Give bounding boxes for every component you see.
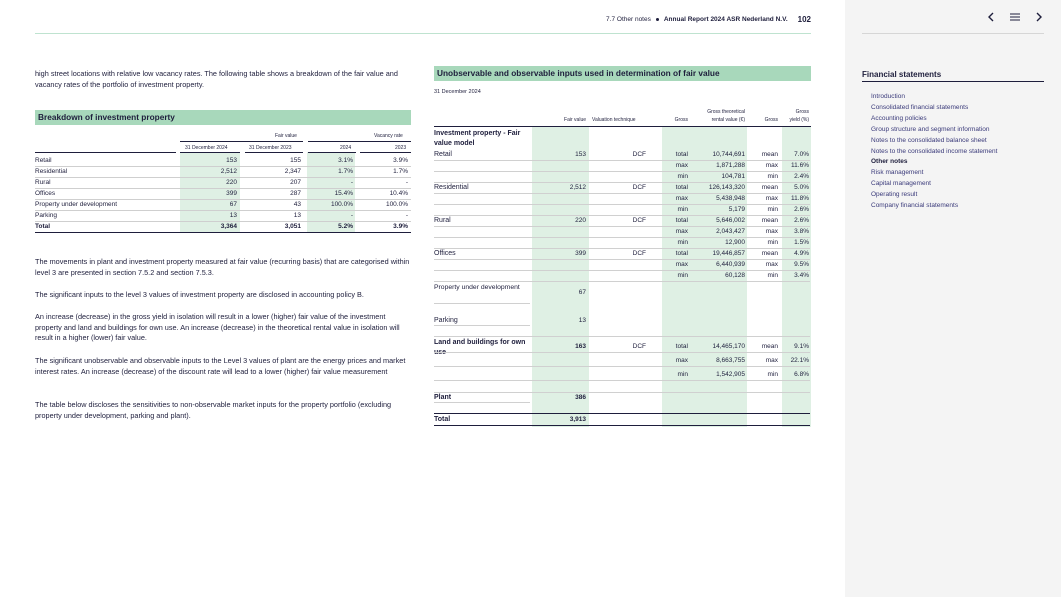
row-divider bbox=[434, 366, 810, 367]
stat-key-cell: max bbox=[675, 195, 688, 202]
rental-value-cell: 5,646,002 bbox=[716, 217, 745, 224]
header-rental-2: rental value (€) bbox=[711, 117, 745, 123]
rental-value-cell: 19,446,857 bbox=[712, 250, 745, 257]
yield-value-cell: 22.1% bbox=[790, 357, 809, 364]
fair-value-cell: 399 bbox=[575, 250, 586, 257]
table-row: Offices 399 287 15.4% 10.4% bbox=[35, 189, 411, 200]
header-fair-value: Fair value bbox=[275, 133, 297, 139]
sidebar-item-accounting[interactable]: Accounting policies bbox=[871, 114, 927, 122]
page-header bbox=[35, 12, 811, 34]
stat-key-cell: total bbox=[675, 184, 688, 191]
stat-key-cell: max bbox=[675, 162, 688, 169]
header-fair-value: Fair value bbox=[564, 117, 586, 123]
header-breadcrumb bbox=[606, 15, 811, 24]
row-divider bbox=[434, 215, 810, 216]
inputs-table-title: Unobservable and observable inputs used in determination of fair value bbox=[434, 66, 811, 81]
technique-cell: DCF bbox=[632, 343, 646, 350]
intro-paragraph: high street locations with relative low vacancy rates. The following table shows a breakdown of the fair value and vacancy rates of the portfolio of investment property. bbox=[35, 69, 398, 89]
row-divider bbox=[434, 352, 810, 353]
separator-dot bbox=[656, 18, 659, 21]
stat-key-cell: mean bbox=[761, 250, 778, 257]
paragraph-movements: The movements in plant and investment property measured at fair value (recurring basis) that are categorised within level 3 are presented in section 7.5.2 and section 7.5.3. bbox=[35, 257, 410, 277]
paragraph-sensitivities: The table below discloses the sensitivities to non-observable market inputs for the property portfolio (excluding property under development, parking and plant). bbox=[35, 400, 392, 420]
stat-key-cell: mean bbox=[761, 217, 778, 224]
header-yield-1: Gross bbox=[795, 109, 809, 115]
fair-value-cell: 2,512 bbox=[569, 184, 586, 191]
stat-key-cell: total bbox=[675, 217, 688, 224]
rental-value-cell: 14,465,170 bbox=[712, 343, 745, 350]
sidebar-item-group-structure[interactable]: Group structure and segment information bbox=[871, 125, 990, 133]
table-row: Rural 220 207 - - bbox=[35, 178, 411, 189]
paragraph-yield: An increase (decrease) in the gross yield in isolation will result in a lower (higher) fair value of the investment property and land and buildings for own use. An increase (decrease) in the theoretical rental value in isolation will result in a higher (lower) fair value. bbox=[35, 312, 400, 342]
header-yield-2: yield (%) bbox=[789, 117, 809, 123]
header-vacancy-rate: Vacancy rate bbox=[374, 133, 403, 139]
header-col-2024: 31 December 2024 bbox=[185, 145, 228, 151]
rental-value-cell: 1,542,905 bbox=[716, 371, 745, 378]
stat-key-cell: min bbox=[767, 239, 778, 246]
row-divider bbox=[434, 182, 810, 183]
stat-key-cell: total bbox=[675, 250, 688, 257]
stat-key-cell: min bbox=[767, 173, 778, 180]
stat-key-cell: min bbox=[767, 272, 778, 279]
technique-cell: DCF bbox=[632, 217, 646, 224]
yield-value-cell: 3.4% bbox=[794, 272, 809, 279]
stat-key-cell: max bbox=[765, 195, 778, 202]
header-report-title: Annual Report 2024 ASR Nederland N.V. bbox=[663, 16, 788, 23]
header-gross: Gross bbox=[674, 117, 688, 123]
stat-key-cell: mean bbox=[761, 343, 778, 350]
stat-key-cell: min bbox=[677, 206, 688, 213]
row-divider bbox=[434, 281, 810, 282]
sidebar-item-risk[interactable]: Risk management bbox=[871, 169, 924, 177]
sidebar bbox=[845, 0, 1061, 597]
rental-value-cell: 10,744,691 bbox=[712, 151, 745, 158]
fair-value-cell: 220 bbox=[575, 217, 586, 224]
yield-value-cell: 6.8% bbox=[794, 371, 809, 378]
row-divider bbox=[434, 237, 810, 238]
row-label: Rural bbox=[434, 217, 451, 224]
rental-value-cell: 5,179 bbox=[728, 206, 745, 213]
row-label-pud: Property under development bbox=[434, 284, 520, 291]
row-divider bbox=[434, 226, 810, 227]
stat-key-cell: mean bbox=[761, 184, 778, 191]
stat-key-cell: max bbox=[765, 228, 778, 235]
stat-key-cell: min bbox=[767, 206, 778, 213]
chevron-left-icon[interactable] bbox=[985, 10, 997, 22]
sidebar-item-other-notes[interactable]: Other notes bbox=[871, 158, 908, 166]
table-row: Retail 153 155 3.1% 3.9% bbox=[35, 156, 411, 167]
page-navigation bbox=[985, 10, 1045, 22]
rental-value-cell: 6,440,939 bbox=[716, 261, 745, 268]
page-number: 102 bbox=[797, 15, 811, 24]
breakdown-table bbox=[35, 130, 411, 235]
yield-value-cell: 2.6% bbox=[794, 217, 809, 224]
stat-key-cell: min bbox=[767, 371, 778, 378]
sidebar-item-introduction[interactable]: Introduction bbox=[871, 93, 905, 100]
stat-key-cell: mean bbox=[761, 151, 778, 158]
yield-value-cell: 9.5% bbox=[794, 261, 809, 268]
yield-value-cell: 4.9% bbox=[794, 250, 809, 257]
rental-value-cell: 104,781 bbox=[721, 173, 745, 180]
row-divider bbox=[434, 380, 810, 381]
stat-key-cell: max bbox=[765, 357, 778, 364]
sidebar-item-balance-sheet[interactable]: Notes to the consolidated balance sheet bbox=[871, 136, 987, 144]
total-fair-value: 3,913 bbox=[569, 416, 586, 423]
stat-key-cell: max bbox=[765, 261, 778, 268]
technique-cell: DCF bbox=[632, 184, 646, 191]
stat-key-cell: min bbox=[677, 272, 688, 279]
row-label-plant: Plant bbox=[434, 394, 452, 401]
stat-key-cell: min bbox=[677, 371, 688, 378]
fair-value-cell: 163 bbox=[575, 343, 586, 350]
table-row: Parking 13 13 - - bbox=[35, 211, 411, 222]
row-divider bbox=[434, 270, 810, 271]
pud-fair-value: 67 bbox=[578, 289, 586, 296]
row-label-total: Total bbox=[434, 416, 451, 423]
menu-icon[interactable] bbox=[1009, 10, 1021, 22]
sidebar-item-capital[interactable]: Capital management bbox=[871, 180, 931, 188]
sidebar-item-consolidated[interactable]: Consolidated financial statements bbox=[871, 103, 969, 111]
row-divider bbox=[434, 171, 810, 172]
paragraph-plant: The significant unobservable and observable inputs to the Level 3 values of plant are the energy prices and market interest rates. An increase (decrease) of the discount rate will lead to a lower (higher) fair value measurement bbox=[35, 356, 406, 376]
rental-value-cell: 126,143,320 bbox=[708, 184, 745, 191]
header-vac-2023: 2023 bbox=[395, 145, 407, 151]
stat-key-cell: min bbox=[677, 239, 688, 246]
inputs-table-date: 31 December 2024 bbox=[434, 89, 481, 95]
header-valuation-technique: Valuation technique bbox=[592, 117, 636, 123]
row-label-parking: Parking bbox=[434, 317, 458, 324]
row-divider bbox=[434, 193, 810, 194]
rental-value-cell: 8,663,755 bbox=[716, 357, 745, 364]
row-divider bbox=[434, 248, 810, 249]
row-divider bbox=[434, 160, 810, 161]
row-label-investment-property: Investment property - Fair value model bbox=[434, 130, 521, 147]
yield-value-cell: 1.5% bbox=[794, 239, 809, 246]
chevron-right-icon[interactable] bbox=[1033, 10, 1045, 22]
stat-key-cell: max bbox=[765, 162, 778, 169]
stat-key-cell: max bbox=[675, 357, 688, 364]
yield-value-cell: 2.6% bbox=[794, 206, 809, 213]
yield-value-cell: 2.4% bbox=[794, 173, 809, 180]
sidebar-item-income-statement[interactable]: Notes to the consolidated income statement bbox=[871, 147, 998, 155]
table-row: Property under development 67 43 100.0% 100.0% bbox=[35, 200, 411, 211]
row-divider bbox=[434, 204, 810, 205]
stat-key-cell: total bbox=[675, 151, 688, 158]
rental-value-cell: 2,043,427 bbox=[716, 228, 745, 235]
table-row: Residential 2,512 2,347 1.7% 1.7% bbox=[35, 167, 411, 178]
sidebar-item-operating[interactable]: Operating result bbox=[871, 191, 918, 199]
stat-key-cell: min bbox=[677, 173, 688, 180]
rental-value-cell: 5,438,948 bbox=[716, 195, 745, 202]
plant-fair-value: 386 bbox=[575, 394, 586, 401]
yield-value-cell: 5.0% bbox=[794, 184, 809, 191]
header-col-2023: 31 December 2023 bbox=[249, 145, 292, 151]
sidebar-menu bbox=[871, 92, 997, 212]
header-rental-1: Gross theoretical bbox=[707, 109, 745, 115]
header-section: 7.7 Other notes bbox=[606, 16, 651, 23]
inputs-table bbox=[434, 100, 811, 430]
rental-value-cell: 60,128 bbox=[725, 272, 745, 279]
row-label: Retail bbox=[434, 151, 452, 158]
stat-key-cell: max bbox=[675, 228, 688, 235]
stat-key-cell: total bbox=[675, 343, 688, 350]
fair-value-cell: 153 bbox=[575, 151, 586, 158]
sidebar-title: Financial statements bbox=[862, 70, 1044, 82]
paragraph-inputs: The significant inputs to the level 3 values of investment property are disclosed in accounting policy B. bbox=[35, 290, 364, 299]
sidebar-item-company[interactable]: Company financial statements bbox=[871, 202, 959, 210]
row-label-land: Land and buildings for own bbox=[434, 339, 526, 346]
row-label: Offices bbox=[434, 250, 456, 257]
yield-value-cell: 9.1% bbox=[794, 343, 809, 350]
stat-key-cell: max bbox=[675, 261, 688, 268]
parking-fair-value: 13 bbox=[578, 317, 586, 324]
breakdown-table-title: Breakdown of investment property bbox=[35, 110, 411, 125]
rental-value-cell: 12,900 bbox=[725, 239, 745, 246]
sidebar-divider bbox=[862, 33, 1044, 34]
yield-value-cell: 11.6% bbox=[791, 162, 809, 169]
yield-value-cell: 7.0% bbox=[794, 151, 809, 158]
header-gross-2: Gross bbox=[764, 117, 778, 123]
yield-value-cell: 11.8% bbox=[791, 195, 809, 202]
technique-cell: DCF bbox=[632, 250, 646, 257]
yield-value-cell: 3.8% bbox=[794, 228, 809, 235]
table-total-row: Total 3,364 3,051 5.2% 3.9% bbox=[35, 222, 411, 233]
rental-value-cell: 1,871,288 bbox=[716, 162, 745, 169]
header-vac-2024: 2024 bbox=[340, 145, 352, 151]
technique-cell: DCF bbox=[632, 151, 646, 158]
row-divider bbox=[434, 259, 810, 260]
row-label: Residential bbox=[434, 184, 469, 191]
